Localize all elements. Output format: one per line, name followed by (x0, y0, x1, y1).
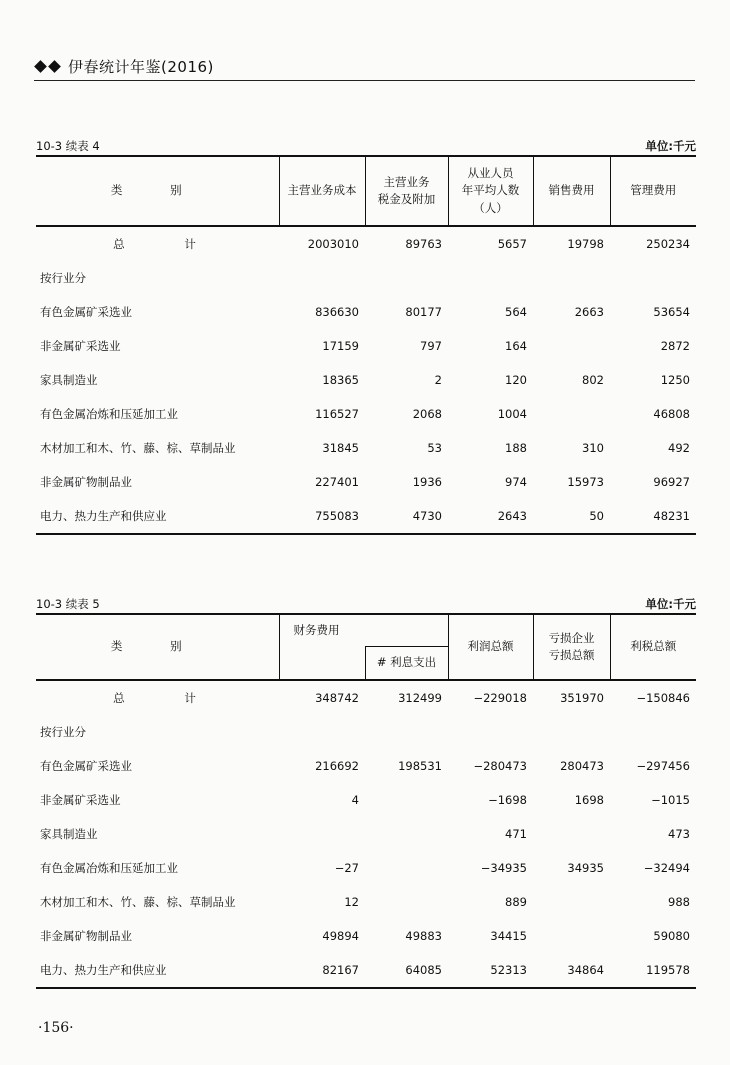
header-rule (34, 80, 695, 81)
table-cell: 797 (420, 339, 442, 353)
column-header: 亏损企业 亏损总额 (533, 614, 610, 680)
table-row (36, 363, 696, 397)
section-label: 按行业分 (40, 725, 86, 739)
column-header: 从业人员 年平均人数 （人） (448, 156, 533, 226)
column-header-category: 类 别 (36, 614, 279, 680)
table-cell: 2643 (448, 499, 533, 534)
table-row (36, 851, 696, 885)
table-cell: 53654 (653, 305, 690, 319)
table-cell: −27 (334, 861, 359, 875)
row-label: 家具制造业 (40, 827, 98, 841)
column-header: 销售费用 (533, 156, 610, 226)
table-cell: 18365 (322, 373, 359, 387)
table-cell: 80177 (405, 305, 442, 319)
table-cell: 310 (582, 441, 604, 455)
table-cell (533, 817, 610, 851)
table-cell: 836630 (315, 305, 359, 319)
table-cell: −1698 (488, 793, 527, 807)
table-cell: 59080 (653, 929, 690, 943)
table-cell: 974 (505, 475, 527, 489)
table-row (36, 499, 696, 534)
table-row (36, 783, 696, 817)
row-label: 木材加工和木、竹、藤、棕、草制品业 (40, 441, 236, 455)
table-cell: 89763 (405, 237, 442, 251)
table-cell: 188 (505, 441, 527, 455)
table-cell: 120 (505, 373, 527, 387)
table-row (36, 953, 696, 988)
section-row (36, 715, 696, 749)
table-cell: 2068 (412, 407, 442, 421)
table-cell: −32494 (643, 861, 690, 875)
table-cell: 48231 (610, 499, 696, 534)
row-label: 有色金属矿采选业 (40, 305, 132, 319)
table-row (36, 749, 696, 783)
table-cell (365, 783, 448, 817)
row-label: 非金属矿采选业 (40, 339, 121, 353)
column-header: 财务费用 (279, 614, 448, 646)
table-cell: −34935 (480, 861, 527, 875)
table-row (36, 919, 696, 953)
table4-caption: 10-3 续表 4 (36, 139, 100, 153)
table-cell: 52313 (448, 953, 533, 988)
row-label: 有色金属冶炼和压延加工业 (40, 861, 178, 875)
table4-caption-row (36, 138, 696, 154)
row-label: 总 计 (113, 691, 224, 705)
header-title: 伊春统计年鉴(2016) (68, 58, 214, 76)
table5-unit: 单位:千元 (645, 597, 696, 611)
table-cell: 227401 (315, 475, 359, 489)
table-cell: 15973 (567, 475, 604, 489)
table-cell: 2 (434, 373, 442, 387)
table-cell: 19798 (567, 237, 604, 251)
table-cell: 216692 (315, 759, 359, 773)
table-cell: 2663 (574, 305, 604, 319)
column-header: 利润总额 (448, 614, 533, 680)
table-cell: 564 (505, 305, 527, 319)
table-cell (533, 329, 610, 363)
table-cell: 119578 (610, 953, 696, 988)
row-label: 木材加工和木、竹、藤、棕、草制品业 (40, 895, 236, 909)
table-cell: 4 (351, 793, 359, 807)
table-cell: 164 (505, 339, 527, 353)
table-cell: 34935 (567, 861, 604, 875)
table-cell: 473 (668, 827, 690, 841)
table-cell: 2872 (660, 339, 690, 353)
column-header-sub: # 利息支出 (365, 646, 448, 680)
table-cell: 116527 (315, 407, 359, 421)
table4 (36, 155, 696, 535)
table4-unit: 单位:千元 (645, 139, 696, 153)
table-cell: 50 (533, 499, 610, 534)
table5-caption-row (36, 596, 696, 612)
table-cell: 31845 (322, 441, 359, 455)
table-cell: 312499 (398, 691, 442, 705)
table-cell: 96927 (653, 475, 690, 489)
table-cell: 34864 (533, 953, 610, 988)
row-label: 非金属矿采选业 (40, 793, 121, 807)
table4-body (36, 226, 696, 534)
table-cell: 5657 (497, 237, 527, 251)
diamond-bullet-icon (34, 60, 47, 73)
table-cell (533, 397, 610, 431)
table-cell: 1250 (660, 373, 690, 387)
total-row (36, 226, 696, 261)
table-cell: −150846 (636, 691, 690, 705)
table-cell: −229018 (473, 691, 527, 705)
table-cell: 1004 (497, 407, 527, 421)
running-header (36, 56, 214, 77)
table-cell: 348742 (315, 691, 359, 705)
table-cell: 12 (344, 895, 359, 909)
row-label: 总 计 (113, 237, 224, 251)
section-row (36, 261, 696, 295)
table-cell: 4730 (365, 499, 448, 534)
table-row (36, 885, 696, 919)
column-header-category: 类 别 (36, 156, 279, 226)
table-cell: 46808 (653, 407, 690, 421)
table-cell (533, 919, 610, 953)
table5-body (36, 680, 696, 988)
table-cell (365, 817, 448, 851)
table-cell: 1936 (412, 475, 442, 489)
table-cell: 492 (668, 441, 690, 455)
table-cell: 2003010 (307, 237, 359, 251)
table-cell: 755083 (279, 499, 365, 534)
column-header: 利税总额 (610, 614, 696, 680)
total-row (36, 680, 696, 715)
row-label: 非金属矿物制品业 (40, 929, 132, 943)
table-cell: 889 (505, 895, 527, 909)
table-cell: 802 (582, 373, 604, 387)
table-row (36, 329, 696, 363)
table-row (36, 295, 696, 329)
page-number: ·156· (38, 1020, 74, 1036)
row-label: 家具制造业 (40, 373, 98, 387)
table-cell: 53 (427, 441, 442, 455)
diamond-bullet-icon (48, 60, 61, 73)
table-cell: 17159 (322, 339, 359, 353)
table-cell: 471 (505, 827, 527, 841)
table-row (36, 397, 696, 431)
table-cell: 49883 (405, 929, 442, 943)
table-cell: −1015 (651, 793, 690, 807)
table-cell: 64085 (365, 953, 448, 988)
table-row (36, 431, 696, 465)
table-cell: 988 (668, 895, 690, 909)
column-header: 主营业务 税金及附加 (365, 156, 448, 226)
table-row (36, 465, 696, 499)
column-header-blank (279, 646, 365, 680)
table-cell: 351970 (560, 691, 604, 705)
row-label: 电力、热力生产和供应业 (36, 953, 279, 988)
table-cell: −297456 (636, 759, 690, 773)
row-label: 有色金属冶炼和压延加工业 (40, 407, 178, 421)
table-cell (279, 817, 365, 851)
table5 (36, 613, 696, 989)
table-cell: 49894 (322, 929, 359, 943)
table-cell: 82167 (279, 953, 365, 988)
row-label: 电力、热力生产和供应业 (36, 499, 279, 534)
table-cell: 280473 (560, 759, 604, 773)
table-cell (533, 885, 610, 919)
section-label: 按行业分 (40, 271, 86, 285)
table-cell: 34415 (490, 929, 527, 943)
table-cell (365, 885, 448, 919)
column-header: 管理费用 (610, 156, 696, 226)
table5-caption: 10-3 续表 5 (36, 597, 100, 611)
table-cell (365, 851, 448, 885)
row-label: 有色金属矿采选业 (40, 759, 132, 773)
row-label: 非金属矿物制品业 (40, 475, 132, 489)
table-row (36, 817, 696, 851)
table-cell: 250234 (646, 237, 690, 251)
table-cell: 1698 (574, 793, 604, 807)
column-header: 主营业务成本 (279, 156, 365, 226)
table-cell: −280473 (473, 759, 527, 773)
table-cell: 198531 (398, 759, 442, 773)
